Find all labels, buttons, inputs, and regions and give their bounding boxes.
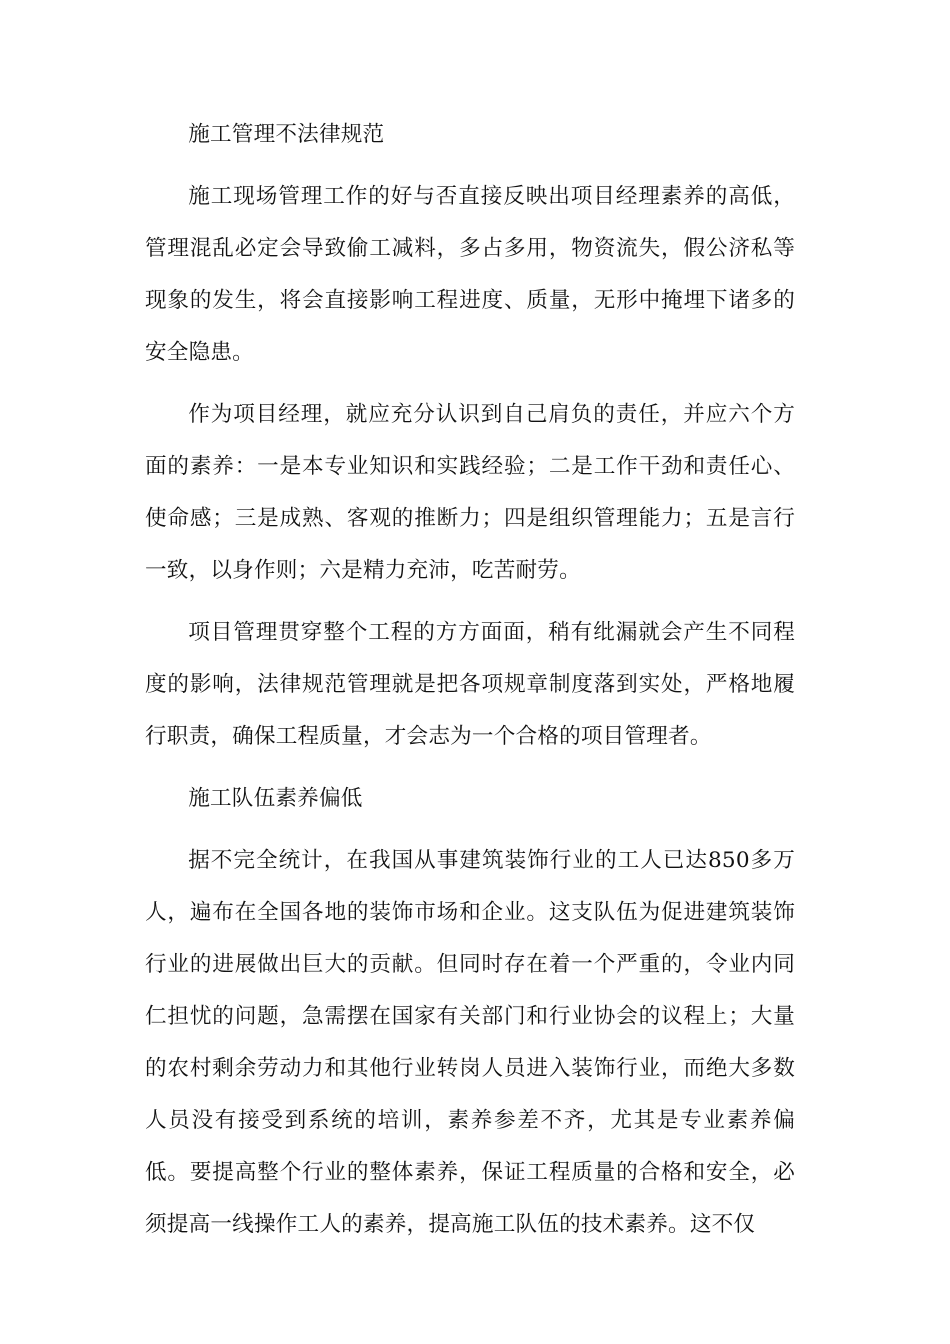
section-heading-construction-team: 施工队伍素养偏低	[188, 786, 363, 811]
section-heading-construction-management: 施工管理不法律规范	[188, 122, 385, 147]
paragraph-site-management: 施工现场管理工作的好与否直接反映出项目经理素养的高低，管理混乱必定会导致偷工减料，多占多用，物资流失，假公济私等现象的发生，将会直接影响工程进度、质量，无形中掩埋下诸多的安全隐患。	[145, 184, 795, 365]
paragraph-workforce-statistics: 据不完全统计，在我国从事建筑装饰行业的工人已达850多万人，遍布在全国各地的装饰市场和企业。这支队伍为促进建筑装饰行业的进展做出巨大的贡献。但同时存在着一个严重的，令业内同仁担忧的问题，急需摆在国家有关部门和行业协会的议程上；大量的农村剩余劳动力和其他行业转岗人员进入装饰行业，而绝大多数人员没有接受到系统的培训，素养参差不齐，尤其是专业素养偏低。要提高整个行业的整体素养，保证工程质量的合格和安全，必须提高一线操作工人的素养，提高施工队伍的技术素养。这不仅	[145, 848, 795, 1237]
paragraph-project-management-regulation: 项目管理贯穿整个工程的方方面面，稍有纰漏就会产生不同程度的影响，法律规范管理就是把各项规章制度落到实处，严格地履行职责，确保工程质量，才会志为一个合格的项目管理者。	[145, 620, 795, 749]
paragraph-project-manager-qualities: 作为项目经理，就应充分认识到自己肩负的责任，并应六个方面的素养：一是本专业知识和实践经验；二是工作干劲和责任心、使命感；三是成熟、客观的推断力；四是组织管理能力；五是言行一致，以身作则；六是精力充沛，吃苦耐劳。	[145, 402, 795, 583]
document-body	[145, 109, 795, 1261]
